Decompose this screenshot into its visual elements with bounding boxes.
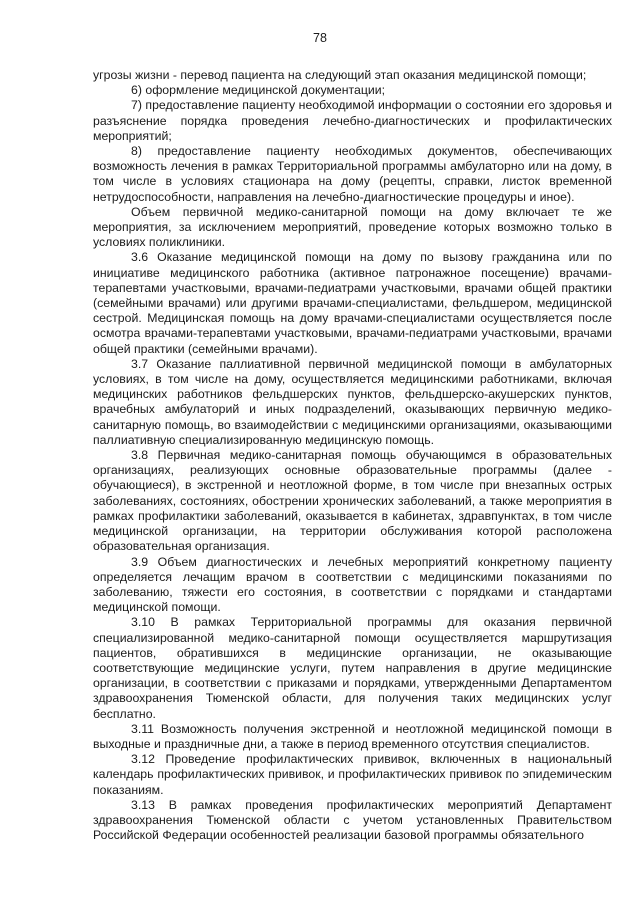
paragraph: 3.12 Проведение профилактических прививок, включенных в национальный календарь профилактических прививок, и профилактических прививок по эпидемическим показаниям. xyxy=(93,752,612,797)
document-body xyxy=(93,68,612,843)
paragraph: 7) предоставление пациенту необходимой информации о состоянии его здоровья и разъяснение порядка проведения лечебно-диагностических и профилактических мероприятий; xyxy=(93,98,612,143)
page-number: 78 xyxy=(313,31,327,45)
paragraph: 3.11 Возможность получения экстренной и неотложной медицинской помощи в выходные и праздничные дни, а также в период временного отсутствия специалистов. xyxy=(93,721,612,751)
paragraph: 3.9 Объем диагностических и лечебных мероприятий конкретному пациенту определяется лечащим врачом в соответствии с медицинскими показаниями по заболеванию, тяжести его состояния, в соответствии с порядками и стандартами медицинской помощи. xyxy=(93,554,612,615)
paragraph: 3.10 В рамках Территориальной программы для оказания первичной специализированной медико-санитарной помощи осуществляется маршрутизация пациентов, обратившихся в медицинские организации, не оказывающие соответствующие медицинские услуги, путем направления в другие медицинские организации, в соответствии с приказами и порядками, утвержденными Департаментом здравоохранения Тюменской области, для получения таких медицинских услуг бесплатно. xyxy=(93,615,612,721)
paragraph: Объем первичной медико-санитарной помощи на дому включает те же мероприятия, за исключением мероприятий, проведение которых возможно только в условиях поликлиники. xyxy=(93,204,612,250)
paragraph: 3.6 Оказание медицинской помощи на дому по вызову гражданина или по инициативе медицинского работника (активное патронажное посещение) врачами-терапевтами участковыми, врачами-педиатрами участковыми, врачами общей практики (семейными врачами) или другими врачами-специалистами, фельдшером, медицинской сестрой. Медицинская помощь на дому врачами-специалистами осуществляется после осмотра врачами-терапевтами участковыми, врачами-педиатрами участковыми, врачами общей практики (семейными врачами). xyxy=(93,250,612,356)
paragraph: угрозы жизни - перевод пациента на следующий этап оказания медицинской помощи; xyxy=(93,68,587,82)
paragraph: 8) предоставление пациенту необходимых документов, обеспечивающих возможность лечения в рамках Территориальной программы амбулаторно или на дому, в том числе в условиях стационара на дому (рецепты, справки, листок временной нетрудоспособности, направления на лечебно-диагностические процедуры и иное). xyxy=(93,144,612,204)
paragraph: 3.7 Оказание паллиативной первичной медицинской помощи в амбулаторных условиях, в том числе на дому, осуществляется медицинскими работниками, включая медицинских работников фельдшерских пунктов, фельдшерско-акушерских пунктов, врачебных амбулаторий и иных подразделений, оказывающих первичную медико-санитарную помощь, во взаимодействии с медицинскими организациями, оказывающими паллиативную специализированную медицинскую помощь. xyxy=(93,356,612,447)
paragraph: 3.8 Первичная медико-санитарная помощь обучающимся в образовательных организациях, реализующих основные образовательные программы (далее - обучающиеся), в экстренной и неотложной форме, в том числе при внезапных острых заболеваниях, состояниях, обострении хронических заболеваний, а также мероприятия в рамках профилактики заболеваний, оказывается в кабинетах, здравпунктах, в том числе медицинской организации, на территории обслуживания которой расположена образовательная организация. xyxy=(93,448,612,554)
paragraph: 6) оформление медицинской документации; xyxy=(131,83,386,98)
paragraph: 3.13 В рамках проведения профилактических мероприятий Департамент здравоохранения Тюменской области с учетом установленных Правительством Российской Федерации особенностей реализации базовой программы обязательного xyxy=(93,797,612,843)
